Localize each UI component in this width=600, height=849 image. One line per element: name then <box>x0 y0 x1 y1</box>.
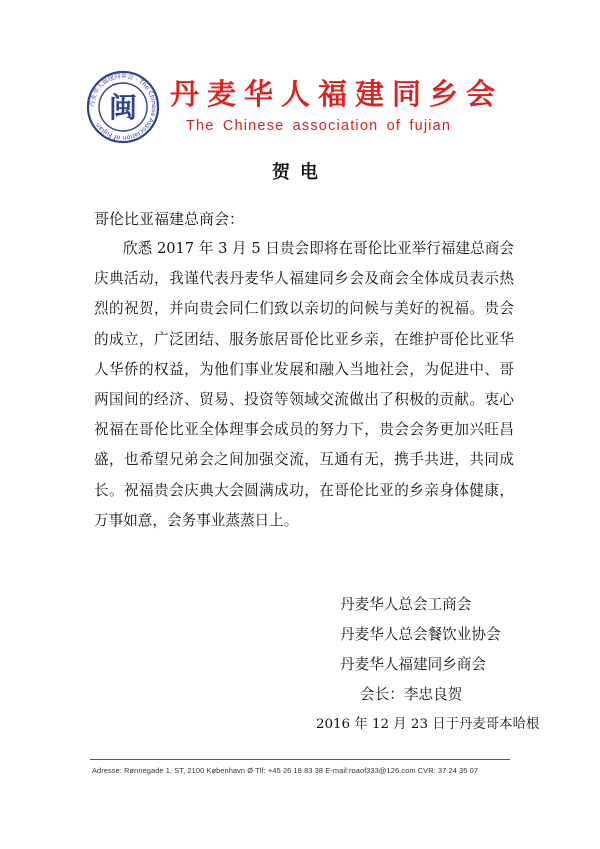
association-logo <box>86 70 160 144</box>
footer-divider <box>90 759 510 760</box>
body-paragraph: 欣悉 2017 年 3 月 5 日贵会即将在哥伦比亚举行福建总商会庆典活动，我谨代表丹麦华人福建同乡会及商会全体成员表示热烈的祝贺，并向贵会同仁们致以亲切的问候与美好的祝福。贵会的成立，广泛团结、服务旅居哥伦比亚乡亲，在维护哥伦比亚华人华侨的权益，为他们事业发展和融入当地社会，为促进中、哥两国间的经济、贸易、投资等领域交流做出了积极的贡献。衷心祝福在哥伦比亚全体理事会成员的努力下，贵会会务更加兴旺昌盛，也希望兄弟会之间加强交流，互通有无，携手共进，共同成长。祝福贵会庆典大会圆满成功，在哥伦比亚的乡亲身体健康，万事如意，会务事业蒸蒸日上。 <box>94 240 514 529</box>
logo-glyph: 闽 <box>108 91 138 124</box>
signature-org-3: 丹麦华人福建同乡商会 <box>340 656 486 673</box>
salutation: 哥伦比亚福建总商会： <box>94 210 245 228</box>
logo-ring-text: 丹麦华人福建同乡会 · The Chinese Association of Fujian <box>88 72 158 142</box>
signature-org-1: 丹麦华人总会工商会 <box>340 596 472 613</box>
organization-subtitle: The Chinese association of fujian <box>186 118 452 134</box>
signature-block <box>316 590 560 740</box>
signature-date: 2016 年 12 月 23 日于丹麦哥本哈根 <box>316 717 540 732</box>
organization-title: 丹麦华人福建同乡会 <box>170 77 504 111</box>
signature-chair: 会长：李忠良贺 <box>360 686 463 703</box>
document-heading: 贺电 <box>272 162 328 183</box>
signature-org-2: 丹麦华人总会餐饮业协会 <box>340 626 501 643</box>
footer-contact: Adresse: Rønnegade 1, ST, 2100 København Ø Tlf: +45 26 18 83 38 E-mail:roaof333@126.com CVR: 37 24 35 07 <box>92 766 479 775</box>
